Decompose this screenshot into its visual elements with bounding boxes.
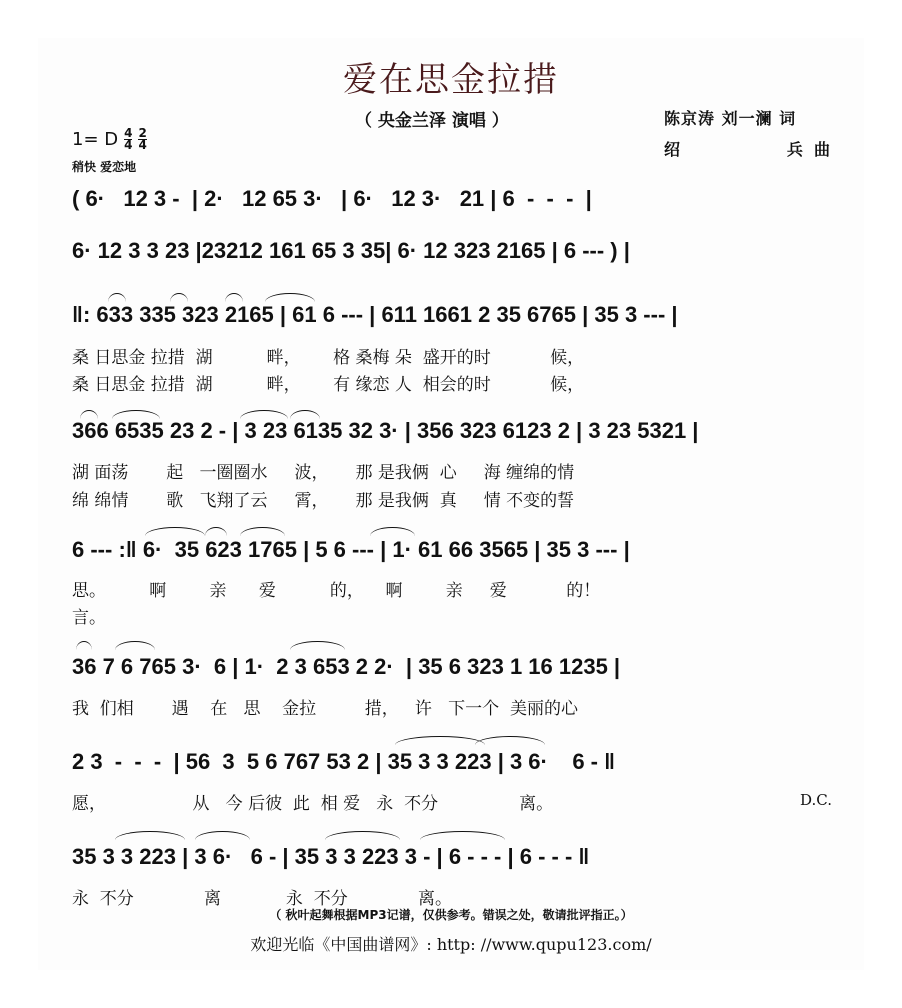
score-row-3 (72, 298, 830, 334)
key-signature (72, 128, 147, 151)
notation-line: 6· 12 3 3 23 |23212 161 65 3 35| 6· 12 323 2165 | 6 --- ) | (72, 238, 630, 263)
notation-line: ( 6· 12 3 - | 2· 12 65 3· | 6· 12 3· 21 | 6 - - - | (72, 186, 592, 211)
notation-line: 36 7 6 765 3· 6 | 1· 2 3 653 2 2· | 35 6 323 1 16 1235 | (72, 654, 621, 679)
score-row-1 (72, 182, 830, 218)
composer-name-1: 绍 (664, 140, 681, 159)
composer-name-2-with-suffix: 兵 曲 (786, 140, 830, 159)
lyric-verse-2: 桑 日思金 拉措 湖 畔， 有 缘恋 人 相会的时 候， (72, 375, 585, 395)
lyric-verse-1: 愿， 从 今 后彼 此 相 爱 永 不分 离。 (72, 794, 554, 814)
lyricist-credit: 陈京涛 刘一澜 词 (664, 109, 797, 128)
time-signature-2-4: $\frac{2}{4}$ (138, 126, 147, 152)
composer-credit (664, 137, 830, 160)
notation-line: ‖: 633 335 323 2165 | 61 6 --- | 611 1661 2 35 6765 | 35 3 --- | (72, 302, 678, 327)
time-signature-4-4: $\frac{4}{4}$ (124, 126, 133, 152)
score-row-2 (72, 234, 830, 270)
score-row-7 (72, 745, 830, 781)
tempo-marking: 稍快 爱恋地 (72, 160, 137, 174)
score-row-4 (72, 414, 830, 450)
lyric-verse-1: 永 不分 离 永 不分 离。 (72, 889, 452, 909)
score-row-6 (72, 650, 830, 686)
lyric-verse-2: 绵 绵情 歌 飞翔了云 霄， 那 是我俩 真 情 不变的誓 (72, 491, 575, 511)
lyric-verse-1: 思。 啊 亲 爱 的， 啊 亲 爱 的！ (72, 581, 601, 601)
song-title: 爱在思金拉措 (343, 60, 559, 100)
notation-line: 366 6535 23 2 - | 3 23 6135 32 3· | 356 323 6123 2 | 3 23 5321 | (72, 418, 699, 443)
notation-line: 35 3 3 223 | 3 6· 6 - | 35 3 3 223 3 - | 6 - - - | 6 - - - ‖ (72, 844, 590, 869)
lyric-verse-1: 我 们相 遇 在 思 金拉 措， 许 下一个 美丽的心 (72, 699, 578, 719)
lyric-verse-2: 言。 (72, 608, 106, 628)
website-credit: 欢迎光临《中国曲谱网》: http: //www.qupu123.com/ (250, 935, 652, 954)
score-row-5 (72, 533, 830, 569)
notation-line: 6 --- :‖ 6· 35 623 1765 | 5 6 --- | 1· 61 66 3565 | 35 3 --- | (72, 537, 630, 562)
notation-line: 2 3 - - - | 56 3 5 6 767 53 2 | 35 3 3 223 | 3 6· 6 - ‖ (72, 749, 616, 774)
lyric-verse-1: 桑 日思金 拉措 湖 畔， 格 桑梅 朵 盛开的时 候， (72, 348, 585, 368)
key-label: 1= D (72, 129, 119, 150)
score-row-8 (72, 840, 830, 876)
lyric-verse-1: 湖 面荡 起 一圈圈水 波， 那 是我俩 心 海 缠绵的情 (72, 463, 575, 483)
da-capo-marking: D.C. (800, 791, 832, 809)
singer-credit: （ 央金兰泽 演唱 ） (355, 111, 509, 131)
transcription-note: （ 秋叶起舞根据MP3记谱，仅供参考。错误之处，敬请批评指正。） (269, 908, 633, 922)
